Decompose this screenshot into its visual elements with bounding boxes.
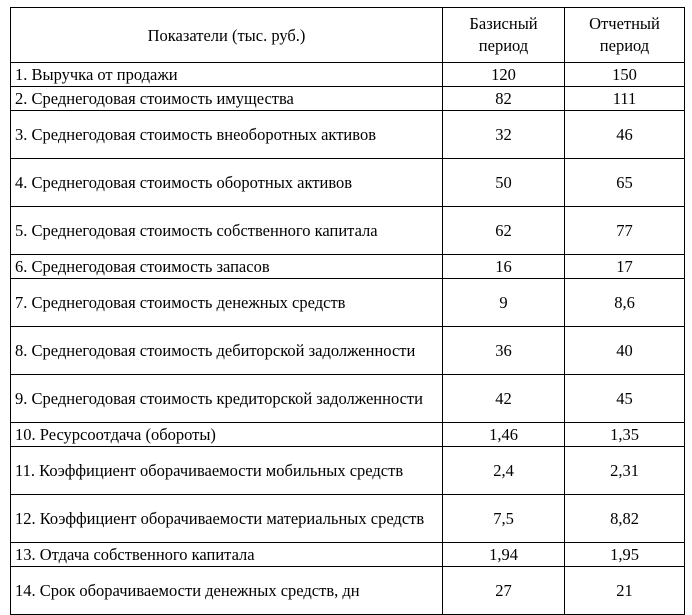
- row-report-value: 111: [565, 87, 685, 111]
- row-label: 4. Среднегодовая стоимость оборотных активов: [11, 159, 443, 207]
- row-label: 13. Отдача собственного капитала: [11, 543, 443, 567]
- table-row: [11, 423, 685, 447]
- row-base-value: 120: [443, 63, 565, 87]
- table-row: [11, 279, 685, 327]
- row-report-value: 46: [565, 111, 685, 159]
- row-base-value: 42: [443, 375, 565, 423]
- row-report-value: 8,6: [565, 279, 685, 327]
- row-base-value: 32: [443, 111, 565, 159]
- header-indicator: Показатели (тыс. руб.): [11, 8, 443, 63]
- header-report-period: Отчетный период: [565, 8, 685, 63]
- row-label: 9. Среднегодовая стоимость кредиторской задолженности: [11, 375, 443, 423]
- row-report-value: 150: [565, 63, 685, 87]
- row-report-value: 65: [565, 159, 685, 207]
- header-row: [11, 8, 685, 63]
- row-base-value: 16: [443, 255, 565, 279]
- row-base-value: 36: [443, 327, 565, 375]
- table-row: [11, 327, 685, 375]
- table-row: [11, 207, 685, 255]
- row-report-value: 40: [565, 327, 685, 375]
- row-label: 5. Среднегодовая стоимость собственного капитала: [11, 207, 443, 255]
- row-base-value: 27: [443, 567, 565, 615]
- row-report-value: 45: [565, 375, 685, 423]
- table-row: [11, 495, 685, 543]
- row-base-value: 7,5: [443, 495, 565, 543]
- row-label: 6. Среднегодовая стоимость запасов: [11, 255, 443, 279]
- row-base-value: 1,94: [443, 543, 565, 567]
- table-row: [11, 159, 685, 207]
- row-base-value: 62: [443, 207, 565, 255]
- table-row: [11, 63, 685, 87]
- table-row: [11, 255, 685, 279]
- table-row: [11, 567, 685, 615]
- row-label: 2. Среднегодовая стоимость имущества: [11, 87, 443, 111]
- row-label: 12. Коэффициент оборачиваемости материальных средств: [11, 495, 443, 543]
- row-report-value: 17: [565, 255, 685, 279]
- row-label: 10. Ресурсоотдача (обороты): [11, 423, 443, 447]
- row-report-value: 21: [565, 567, 685, 615]
- row-report-value: 8,82: [565, 495, 685, 543]
- table-row: [11, 87, 685, 111]
- row-label: 1. Выручка от продажи: [11, 63, 443, 87]
- row-label: 11. Коэффициент оборачиваемости мобильных средств: [11, 447, 443, 495]
- header-base-period: Базисный период: [443, 8, 565, 63]
- row-base-value: 82: [443, 87, 565, 111]
- row-report-value: 2,31: [565, 447, 685, 495]
- row-label: 14. Срок оборачиваемости денежных средств, дн: [11, 567, 443, 615]
- row-report-value: 1,95: [565, 543, 685, 567]
- row-report-value: 1,35: [565, 423, 685, 447]
- row-label: 7. Среднегодовая стоимость денежных средств: [11, 279, 443, 327]
- row-label: 3. Среднегодовая стоимость внеоборотных активов: [11, 111, 443, 159]
- row-report-value: 77: [565, 207, 685, 255]
- table-row: [11, 375, 685, 423]
- table-row: [11, 111, 685, 159]
- row-base-value: 50: [443, 159, 565, 207]
- indicators-table: [10, 7, 685, 615]
- row-base-value: 9: [443, 279, 565, 327]
- row-label: 8. Среднегодовая стоимость дебиторской задолженности: [11, 327, 443, 375]
- table-row: [11, 447, 685, 495]
- table-row: [11, 543, 685, 567]
- row-base-value: 1,46: [443, 423, 565, 447]
- row-base-value: 2,4: [443, 447, 565, 495]
